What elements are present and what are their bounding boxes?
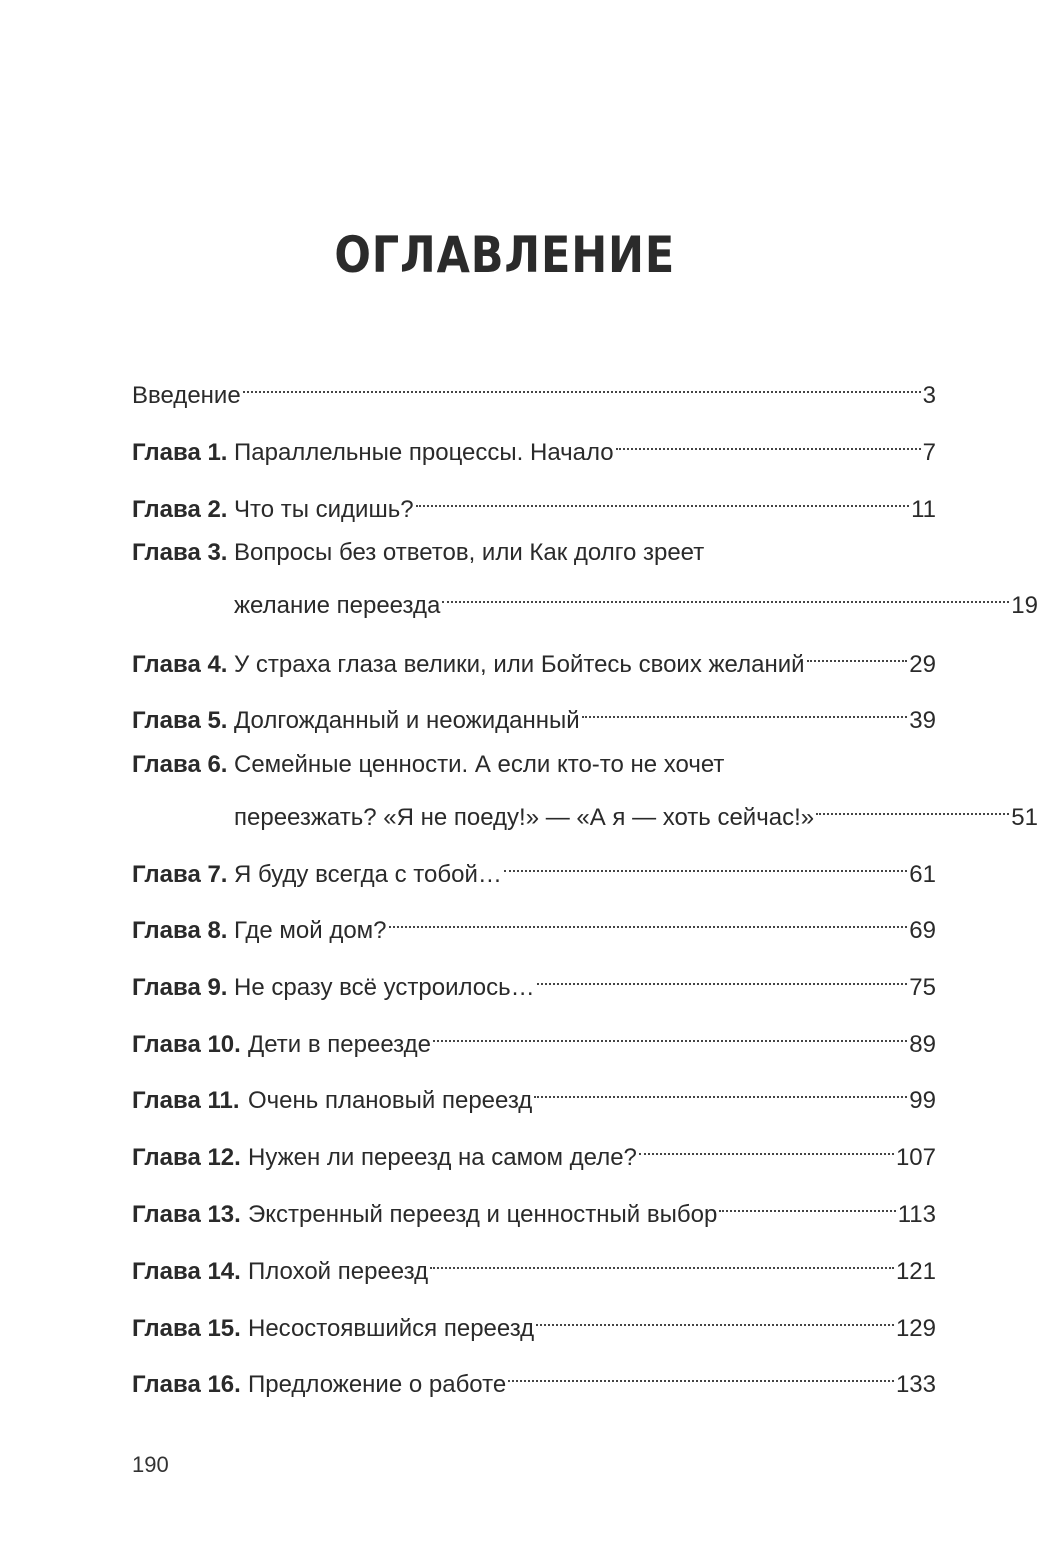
toc-entry-chapter-16 <box>132 1352 936 1398</box>
toc-entry-page: 133 <box>895 1371 936 1398</box>
toc-entry-title: Не сразу всё устроилось… <box>234 974 535 1001</box>
dot-leader <box>582 688 908 728</box>
toc-entry-title: Что ты сидишь? <box>234 496 414 523</box>
toc-entry-label: Глава 4. <box>132 651 228 678</box>
toc-entry-chapter-6 <box>132 745 1038 831</box>
dot-leader <box>616 420 921 460</box>
dot-leader <box>416 477 910 517</box>
toc-entry-label: Глава 16. <box>132 1371 241 1398</box>
toc-entry-page: 39 <box>909 707 936 734</box>
page-number: 190 <box>132 1452 169 1477</box>
toc-entry-page: 7 <box>922 439 936 466</box>
toc-entry-chapter-4 <box>132 632 936 678</box>
toc-entry-title: Долгожданный и неожиданный <box>234 707 580 734</box>
toc-entry-label: Глава 1. <box>132 439 228 466</box>
toc-entry-title: Дети в переезде <box>248 1031 431 1058</box>
toc-entry-title: Нужен ли переезд на самом деле? <box>248 1144 637 1171</box>
dot-leader <box>508 1352 894 1392</box>
dot-leader <box>243 363 921 403</box>
toc-entry-page: 113 <box>897 1201 936 1228</box>
toc-entry-chapter-11 <box>132 1068 936 1114</box>
toc-entry-label: Глава 2. <box>132 496 228 523</box>
toc-entry-label: Глава 9. <box>132 974 228 1001</box>
toc-entry-label: Глава 8. <box>132 917 228 944</box>
toc-entry-chapter-5 <box>132 688 936 734</box>
toc-entry-label: Глава 11. <box>132 1087 240 1114</box>
toc-entry-title: Где мой дом? <box>234 917 387 944</box>
dot-leader <box>719 1182 895 1222</box>
toc-entry-page: 89 <box>909 1031 936 1058</box>
dot-leader <box>442 573 1009 613</box>
toc-entry-title: Параллельные процессы. Начало <box>234 439 614 466</box>
toc-entry-label: Глава 3. <box>132 539 228 566</box>
toc-entry-label: Глава 7. <box>132 861 228 888</box>
toc-entry-chapter-9 <box>132 955 936 1001</box>
toc-entry-label: Глава 15. <box>132 1315 241 1342</box>
toc-entry-label: Глава 14. <box>132 1258 241 1285</box>
dot-leader <box>433 1012 907 1052</box>
toc-entry-title-line2: переезжать? «Я не поеду!» — «А я — хоть сейчас!» <box>234 804 815 831</box>
toc-entry-chapter-3 <box>132 533 1038 619</box>
toc-entry-label: Глава 5. <box>132 707 228 734</box>
toc-entry-page: 11 <box>911 496 936 523</box>
toc-entry-title-line1: Вопросы без ответов, или Как долго зреет <box>234 539 705 566</box>
toc-entry-chapter-2 <box>132 477 936 523</box>
toc-entry-title: Я буду всегда с тобой… <box>234 861 502 888</box>
toc-entry-label: Глава 6. <box>132 751 228 778</box>
toc-entry-chapter-12 <box>132 1125 936 1171</box>
toc-entry-chapter-13 <box>132 1182 936 1228</box>
toc-entry-page: 75 <box>909 974 936 1001</box>
dot-leader <box>537 955 908 995</box>
toc-entry-page: 69 <box>909 917 936 944</box>
toc-entry-introduction <box>132 363 936 409</box>
toc-entry-chapter-1 <box>132 420 936 466</box>
toc-entry-page: 99 <box>909 1087 936 1114</box>
toc-entry-page: 19 <box>1011 592 1038 619</box>
dot-leader <box>534 1068 907 1108</box>
toc-entry-label: Глава 10. <box>132 1031 241 1058</box>
toc-entry-title: Экстренный переезд и ценностный выбор <box>248 1201 718 1228</box>
toc-entry-title: Предложение о работе <box>248 1371 507 1398</box>
toc-entry-page: 3 <box>922 382 936 409</box>
toc-entry-title-line2: желание переезда <box>234 592 441 619</box>
toc-entry-chapter-7 <box>132 842 936 888</box>
toc-entry-title: Очень плановый переезд <box>248 1087 533 1114</box>
toc-entry-title: У страха глаза велики, или Бойтесь своих желаний <box>234 651 805 678</box>
toc-entry-page: 129 <box>895 1315 936 1342</box>
toc-entry-page: 107 <box>895 1144 936 1171</box>
toc-entry-page: 29 <box>909 651 936 678</box>
toc-entry-title-line1: Семейные ценности. А если кто-то не хочет <box>234 751 725 778</box>
toc-entry-title: Введение <box>132 382 241 409</box>
toc-entry-chapter-8 <box>132 898 936 944</box>
toc-entry-page: 121 <box>895 1258 936 1285</box>
dot-leader <box>389 898 908 938</box>
toc-entry-page: 51 <box>1011 804 1038 831</box>
toc-entry-label: Глава 13. <box>132 1201 241 1228</box>
toc-entry-title: Несостоявшийся переезд <box>248 1315 535 1342</box>
toc-entry-title: Плохой переезд <box>248 1258 429 1285</box>
toc-entry-chapter-10 <box>132 1012 936 1058</box>
dot-leader <box>536 1296 894 1336</box>
dot-leader <box>807 632 908 672</box>
dot-leader <box>504 842 907 882</box>
toc-entry-label: Глава 12. <box>132 1144 241 1171</box>
dot-leader <box>639 1125 894 1165</box>
page-title: ОГЛАВЛЕНИЕ <box>334 226 676 284</box>
toc-entry-page: 61 <box>909 861 936 888</box>
toc-entry-chapter-14 <box>132 1239 936 1285</box>
dot-leader <box>430 1239 894 1279</box>
toc-entry-chapter-15 <box>132 1296 936 1342</box>
dot-leader <box>816 785 1009 825</box>
